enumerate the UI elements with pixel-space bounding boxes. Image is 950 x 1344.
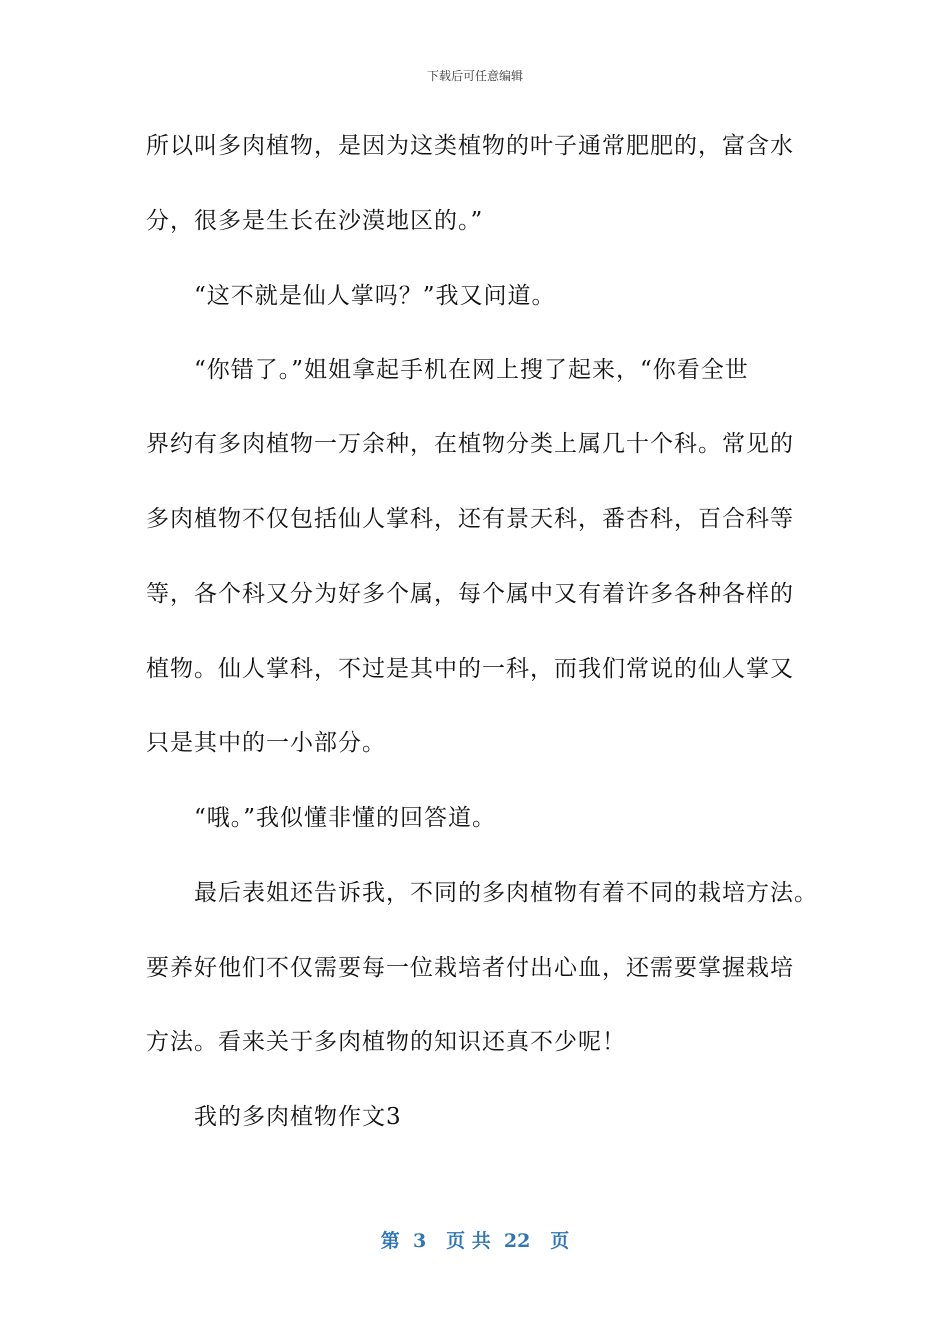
body-line: 植物。仙人掌科，不过是其中的一科，而我们常说的仙人掌又 (146, 656, 794, 682)
body-line: 等，各个科又分为好多个属，每个属中又有着许多各种各样的 (146, 581, 794, 607)
body-line: “哦。”我似懂非懂的回答道。 (146, 805, 497, 831)
body-line: 多肉植物不仅包括仙人掌科，还有景天科，番杏科，百合科等 (146, 506, 794, 532)
page-number: 第 3 页 共 22 页 (380, 1230, 570, 1252)
section-heading: 我的多肉植物作文3 (146, 1104, 402, 1130)
body-line: “这不就是仙人掌吗？”我又问道。 (146, 283, 556, 309)
body-line: 所以叫多肉植物，是因为这类植物的叶子通常肥肥的，富含水 (146, 133, 794, 159)
body-line: 方法。看来关于多肉植物的知识还真不少呢！ (146, 1029, 626, 1055)
body-line: 要养好他们不仅需要每一位栽培者付出心血，还需要掌握栽培 (146, 955, 794, 981)
header-note: 下载后可任意编辑 (426, 69, 523, 83)
body-line: 界约有多肉植物一万余种，在植物分类上属几十个科。常见的 (146, 431, 794, 457)
body-line: 最后表姐还告诉我，不同的多肉植物有着不同的栽培方法。 (146, 880, 818, 906)
body-line: 分，很多是生长在沙漠地区的。” (146, 208, 484, 234)
body-line: “你错了。”姐姐拿起手机在网上搜了起来，“你看全世 (146, 357, 749, 383)
body-line: 只是其中的一小部分。 (146, 730, 386, 756)
